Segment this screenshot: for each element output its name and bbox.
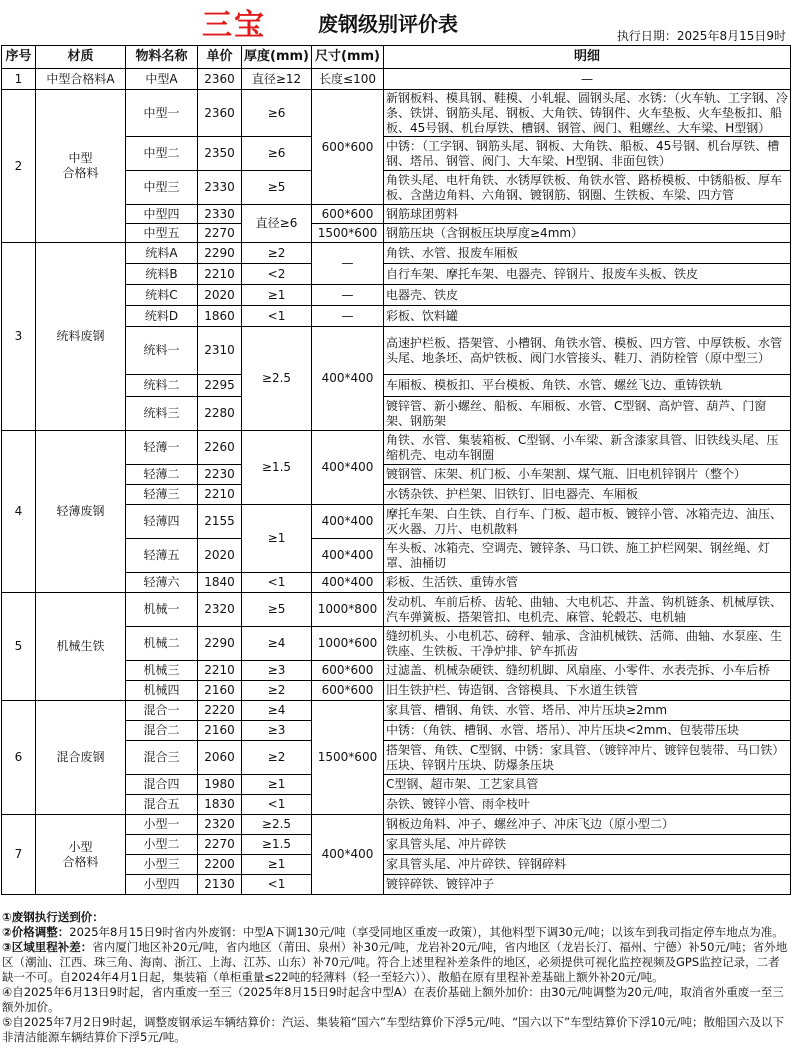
thickness: ≥1 bbox=[242, 855, 312, 875]
material-cell: 中型 合格料 bbox=[36, 90, 126, 243]
thickness: <2 bbox=[242, 264, 312, 285]
unit-price: 2290 bbox=[198, 243, 242, 264]
material-name: 混合五 bbox=[126, 795, 198, 815]
col-header: 明细 bbox=[384, 46, 791, 69]
thickness: ≥6 bbox=[242, 137, 312, 171]
unit-price: 2160 bbox=[198, 681, 242, 701]
size: 1500*600 bbox=[312, 701, 384, 815]
material-name: 小型三 bbox=[126, 855, 198, 875]
group-number: 6 bbox=[2, 701, 36, 815]
material-name: 机械三 bbox=[126, 661, 198, 681]
note-1: ①废钢执行送到价： bbox=[2, 910, 104, 924]
table-row bbox=[2, 243, 791, 264]
detail: 新钢板料、模具钢、鞋模、小轧辊、圆钢头尾、水锈：（火车轨、工字钢、冷条、铁饼、钢筋头尾、钢板、大角铁、铸钢件、火车垫板、火车垫板扣、船板、45号钢、机台厚铁、槽钢、钢管、阀门、粗螺丝、大车梁、H型钢） bbox=[384, 90, 791, 137]
unit-price: 2320 bbox=[198, 815, 242, 835]
table-row bbox=[2, 69, 791, 90]
note-4: ④自2025年6月13日9时起，省内重废一至三（2025年8月15日9时起含中型A）在表价基础上额外加价：由30元/吨调整为20元/吨，取消省外重废一至三额外加价。 bbox=[2, 984, 784, 1014]
material-name: 统料二 bbox=[126, 375, 198, 397]
detail: 彩板、生活铁、重铸水管 bbox=[384, 573, 791, 593]
col-header: 材质 bbox=[36, 46, 126, 69]
thickness: ≥2 bbox=[242, 741, 312, 775]
note-3-heading: ③区域里程补差： bbox=[2, 939, 93, 954]
unit-price: 2260 bbox=[198, 431, 242, 465]
unit-price: 2160 bbox=[198, 721, 242, 741]
group-number: 7 bbox=[2, 815, 36, 895]
material-cell: 机械生铁 bbox=[36, 593, 126, 701]
col-header: 单价 bbox=[198, 46, 242, 69]
unit-price: 2060 bbox=[198, 741, 242, 775]
detail: — bbox=[384, 69, 791, 90]
thickness: ≥1 bbox=[242, 505, 312, 573]
unit-price: 2310 bbox=[198, 327, 242, 375]
size: 1000*600 bbox=[312, 627, 384, 661]
unit-price: 2320 bbox=[198, 593, 242, 627]
material-name: 中型一 bbox=[126, 90, 198, 137]
size: 1500*600 bbox=[312, 224, 384, 243]
material-name: 轻薄六 bbox=[126, 573, 198, 593]
detail: C型钢、超市架、工艺家具管 bbox=[384, 775, 791, 795]
table-row bbox=[2, 593, 791, 627]
thickness: ≥3 bbox=[242, 721, 312, 741]
col-header: 物料名称 bbox=[126, 46, 198, 69]
size: 400*400 bbox=[312, 327, 384, 431]
note-2-heading: ②价格调整： bbox=[2, 924, 70, 939]
unit-price: 2360 bbox=[198, 90, 242, 137]
thickness: <1 bbox=[242, 306, 312, 327]
material-name: 中型五 bbox=[126, 224, 198, 243]
material-name: 中型三 bbox=[126, 171, 198, 205]
page-title: 废钢级别评价表 bbox=[318, 12, 458, 36]
price-table bbox=[1, 45, 791, 895]
material-name: 统料A bbox=[126, 243, 198, 264]
col-header: 尺寸(mm) bbox=[312, 46, 384, 69]
size: 400*400 bbox=[312, 505, 384, 539]
col-header: 厚度(mm) bbox=[242, 46, 312, 69]
size: 400*400 bbox=[312, 573, 384, 593]
material-cell: 统料废钢 bbox=[36, 243, 126, 431]
unit-price: 2330 bbox=[198, 171, 242, 205]
detail: 摩托车架、白生铁、自行车、门板、超市板、镀锌小管、冰箱壳边、油压、灭火器、刀片、电机散料 bbox=[384, 505, 791, 539]
detail: 镀锌碎铁、镀锌冲子 bbox=[384, 875, 791, 895]
material-name: 机械二 bbox=[126, 627, 198, 661]
material-name: 统料B bbox=[126, 264, 198, 285]
unit-price: 2360 bbox=[198, 69, 242, 90]
size: 600*600 bbox=[312, 205, 384, 224]
thickness: 直径≥6 bbox=[242, 205, 312, 243]
detail: 角铁、水管、集装箱板、C型钢、小车梁、新含漆家具管、旧铁线头尾、压缩机壳、电动车钢圈 bbox=[384, 431, 791, 465]
detail: 电器壳、铁皮 bbox=[384, 285, 791, 306]
note-2-text: 2025年8月15日9时省内外废钢：中型A下调130元/吨（享受同地区重废一政策），其他料型下调30元/吨；以该车到我司指定停车地点为准。 bbox=[69, 924, 784, 939]
group-number: 1 bbox=[2, 69, 36, 90]
detail: 角铁、水管、报废车厢板 bbox=[384, 243, 791, 264]
detail: 自行车架、摩托车架、电器壳、锌钢片、报废车头板、铁皮 bbox=[384, 264, 791, 285]
thickness: ≥5 bbox=[242, 593, 312, 627]
unit-price: 2020 bbox=[198, 285, 242, 306]
material-name: 中型四 bbox=[126, 205, 198, 224]
group-number: 3 bbox=[2, 243, 36, 431]
material-name: 中型二 bbox=[126, 137, 198, 171]
thickness: ≥2 bbox=[242, 681, 312, 701]
table-header-row bbox=[2, 46, 791, 69]
material-name: 中型A bbox=[126, 69, 198, 90]
material-name: 轻薄四 bbox=[126, 505, 198, 539]
note-3 bbox=[2, 940, 790, 985]
detail: 钢筋球团剪料 bbox=[384, 205, 791, 224]
detail: 彩板、饮料罐 bbox=[384, 306, 791, 327]
unit-price: 2210 bbox=[198, 485, 242, 505]
note-2 bbox=[2, 925, 790, 940]
detail: 镀钢管、床架、机门板、小车架割、煤气瓶、旧电机锌钢片（整个） bbox=[384, 465, 791, 485]
unit-price: 2350 bbox=[198, 137, 242, 171]
thickness: ≥1 bbox=[242, 285, 312, 306]
material-name: 小型一 bbox=[126, 815, 198, 835]
material-cell: 小型 合格料 bbox=[36, 815, 126, 895]
material-name: 统料三 bbox=[126, 397, 198, 431]
material-name: 混合一 bbox=[126, 701, 198, 721]
size: — bbox=[312, 285, 384, 306]
detail: 钢筋压块（含钢板压块厚度≥4mm） bbox=[384, 224, 791, 243]
thickness: <1 bbox=[242, 573, 312, 593]
unit-price: 2210 bbox=[198, 661, 242, 681]
material-name: 轻薄二 bbox=[126, 465, 198, 485]
size: 600*600 bbox=[312, 681, 384, 701]
material-name: 混合二 bbox=[126, 721, 198, 741]
thickness: 直径≥12 bbox=[242, 69, 312, 90]
thickness: ≥6 bbox=[242, 90, 312, 137]
unit-price: 1980 bbox=[198, 775, 242, 795]
material-name: 小型四 bbox=[126, 875, 198, 895]
unit-price: 2155 bbox=[198, 505, 242, 539]
detail: 家具管、槽钢、角铁、水管、塔吊、冲片压块≥2mm bbox=[384, 701, 791, 721]
notes-section bbox=[2, 910, 790, 1044]
unit-price: 2130 bbox=[198, 875, 242, 895]
detail: 家具管头尾、冲片碎铁 bbox=[384, 835, 791, 855]
unit-price: 1840 bbox=[198, 573, 242, 593]
unit-price: 2270 bbox=[198, 224, 242, 243]
size: 400*400 bbox=[312, 431, 384, 505]
thickness: ≥1.5 bbox=[242, 835, 312, 855]
size: 1000*800 bbox=[312, 593, 384, 627]
thickness: <1 bbox=[242, 875, 312, 895]
material-name: 统料一 bbox=[126, 327, 198, 375]
detail: 杂铁、镀锌小管、雨伞枝叶 bbox=[384, 795, 791, 815]
effective-date: 执行日期：2025年8月15日9时 bbox=[616, 29, 786, 43]
unit-price: 2020 bbox=[198, 539, 242, 573]
material-name: 机械一 bbox=[126, 593, 198, 627]
material-name: 统料D bbox=[126, 306, 198, 327]
thickness: ≥4 bbox=[242, 701, 312, 721]
material-name: 机械四 bbox=[126, 681, 198, 701]
material-name: 统料C bbox=[126, 285, 198, 306]
material-cell: 轻薄废钢 bbox=[36, 431, 126, 593]
unit-price: 1830 bbox=[198, 795, 242, 815]
thickness: ≥2 bbox=[242, 243, 312, 264]
table-row bbox=[2, 431, 791, 465]
thickness: ≥2.5 bbox=[242, 327, 312, 431]
unit-price: 2230 bbox=[198, 465, 242, 485]
unit-price: 2280 bbox=[198, 397, 242, 431]
thickness: ≥4 bbox=[242, 627, 312, 661]
group-number: 2 bbox=[2, 90, 36, 243]
thickness: ≥5 bbox=[242, 171, 312, 205]
unit-price: 2270 bbox=[198, 835, 242, 855]
material-name: 轻薄五 bbox=[126, 539, 198, 573]
unit-price: 2200 bbox=[198, 855, 242, 875]
size: 400*400 bbox=[312, 539, 384, 573]
size: 600*600 bbox=[312, 661, 384, 681]
material-name: 轻薄一 bbox=[126, 431, 198, 465]
material-name: 混合三 bbox=[126, 741, 198, 775]
detail: 中锈：（角铁、槽钢、水管、塔吊）、冲片压块<2mm、包装带压块 bbox=[384, 721, 791, 741]
size: — bbox=[312, 243, 384, 285]
unit-price: 2330 bbox=[198, 205, 242, 224]
material-cell: 混合废钢 bbox=[36, 701, 126, 815]
detail: 车头板、冰箱壳、空调壳、镀锌条、马口铁、施工护栏网架、钢丝绳、灯罩、油桶切 bbox=[384, 539, 791, 573]
page-header bbox=[0, 0, 792, 46]
table-row bbox=[2, 701, 791, 721]
detail: 旧生铁护栏、铸造钢、含镕模具、下水道生铁管 bbox=[384, 681, 791, 701]
unit-price: 2290 bbox=[198, 627, 242, 661]
material-name: 小型二 bbox=[126, 835, 198, 855]
detail: 高速护栏板、搭架管、小槽钢、角铁水管、模板、四方管、中厚铁板、水管头尾、地条坯、高炉铁板、阀门水管接头、鞋刀、消防栓管（原中型三） bbox=[384, 327, 791, 375]
detail: 过滤盖、机械杂硬铁、缝纫机脚、风扇座、小零件、水表壳拆、小车后桥 bbox=[384, 661, 791, 681]
thickness: <1 bbox=[242, 795, 312, 815]
detail: 发动机、车前后桥、齿轮、曲轴、大电机芯、井盖、钩机链条、机械厚铁、汽车弹簧板、搭架管扣、电机壳、麻管、轮毂芯、电机轴 bbox=[384, 593, 791, 627]
thickness: ≥3 bbox=[242, 661, 312, 681]
detail: 缝纫机头、小电机芯、磅秤、轴承、含油机械铁、活筛、曲轴、水泵座、生铁座、生铁板、干净炉排、铲车抓齿 bbox=[384, 627, 791, 661]
size: 600*600 bbox=[312, 90, 384, 205]
thickness: ≥1 bbox=[242, 775, 312, 795]
note-3-text: 省内厦门地区补20元/吨，省内地区（莆田、泉州）补30元/吨，龙岩补20元/吨，省内地区（龙岩长汀、福州、宁德）补50元/吨；省外地区（潮汕、江西、珠三角、海南、浙江、上海、江苏、山东）补70元/吨。符合上述里程补差条件的地区，必须提供可视化监控视频及GPS监控记录，二者缺一不可。自2024年4月1日起，集装箱（单柜重量≤22吨的轻薄料（轻一至轻六））、散船在原有里程补差基础上额外补20元/吨。 bbox=[2, 939, 788, 984]
detail: 搭架管、角铁、C型钢、中锈：家具管、（镀锌冲片、镀锌包装带、马口铁）压块、锌钢片压块、防爆条压块 bbox=[384, 741, 791, 775]
table-row bbox=[2, 815, 791, 835]
group-number: 4 bbox=[2, 431, 36, 593]
thickness: ≥1.5 bbox=[242, 431, 312, 505]
detail: 中锈：（工字钢、钢筋头尾、钢板、大角铁、船板、45号钢、机台厚铁、槽钢、塔吊、钢管、阀门、大车梁、H型钢、非面包铁） bbox=[384, 137, 791, 171]
note-5: ⑤自2025年7月2日9时起，调整废钢承运车辆结算价：汽运、集装箱“国六”车型结算价下浮5元/吨、“国六以下”车型结算价下浮10元/吨；散船国六及以下非清洁能源车辆结算价下浮5元/吨。 bbox=[2, 1014, 785, 1044]
material-name: 混合四 bbox=[126, 775, 198, 795]
group-number: 5 bbox=[2, 593, 36, 701]
brand-logo: 三宝 bbox=[202, 8, 266, 43]
unit-price: 2210 bbox=[198, 264, 242, 285]
detail: 钢板边角料、冲子、螺丝冲子、冲床飞边（原小型二） bbox=[384, 815, 791, 835]
unit-price: 1860 bbox=[198, 306, 242, 327]
detail: 家具管头尾、冲片碎铁、锌钢碎料 bbox=[384, 855, 791, 875]
size: 长度≤100 bbox=[312, 69, 384, 90]
detail: 镀锌管、新小螺丝、船板、车厢板、水管、C型钢、高炉管、葫芦、门窗架、钢筋架 bbox=[384, 397, 791, 431]
unit-price: 2220 bbox=[198, 701, 242, 721]
material-cell: 中型合格料A bbox=[36, 69, 126, 90]
detail: 水锈杂铁、护栏架、旧铁钉、旧电器壳、车厢板 bbox=[384, 485, 791, 505]
thickness: ≥2.5 bbox=[242, 815, 312, 835]
table-row bbox=[2, 90, 791, 136]
detail: 车厢板、模板扣、平台模板、角铁、水管、螺丝飞边、重铸铁轨 bbox=[384, 375, 791, 397]
col-header: 序号 bbox=[2, 46, 36, 69]
size: 400*400 bbox=[312, 815, 384, 895]
detail: 角铁头尾、电杆角铁、水锈厚铁板、角铁水管、路桥模板、中锈船板、厚车板、含凿边角料、六角钢、镀钢筋、钢圈、生铁板、车梁、四方管 bbox=[384, 171, 791, 205]
size: — bbox=[312, 306, 384, 327]
unit-price: 2295 bbox=[198, 375, 242, 397]
material-name: 轻薄三 bbox=[126, 485, 198, 505]
